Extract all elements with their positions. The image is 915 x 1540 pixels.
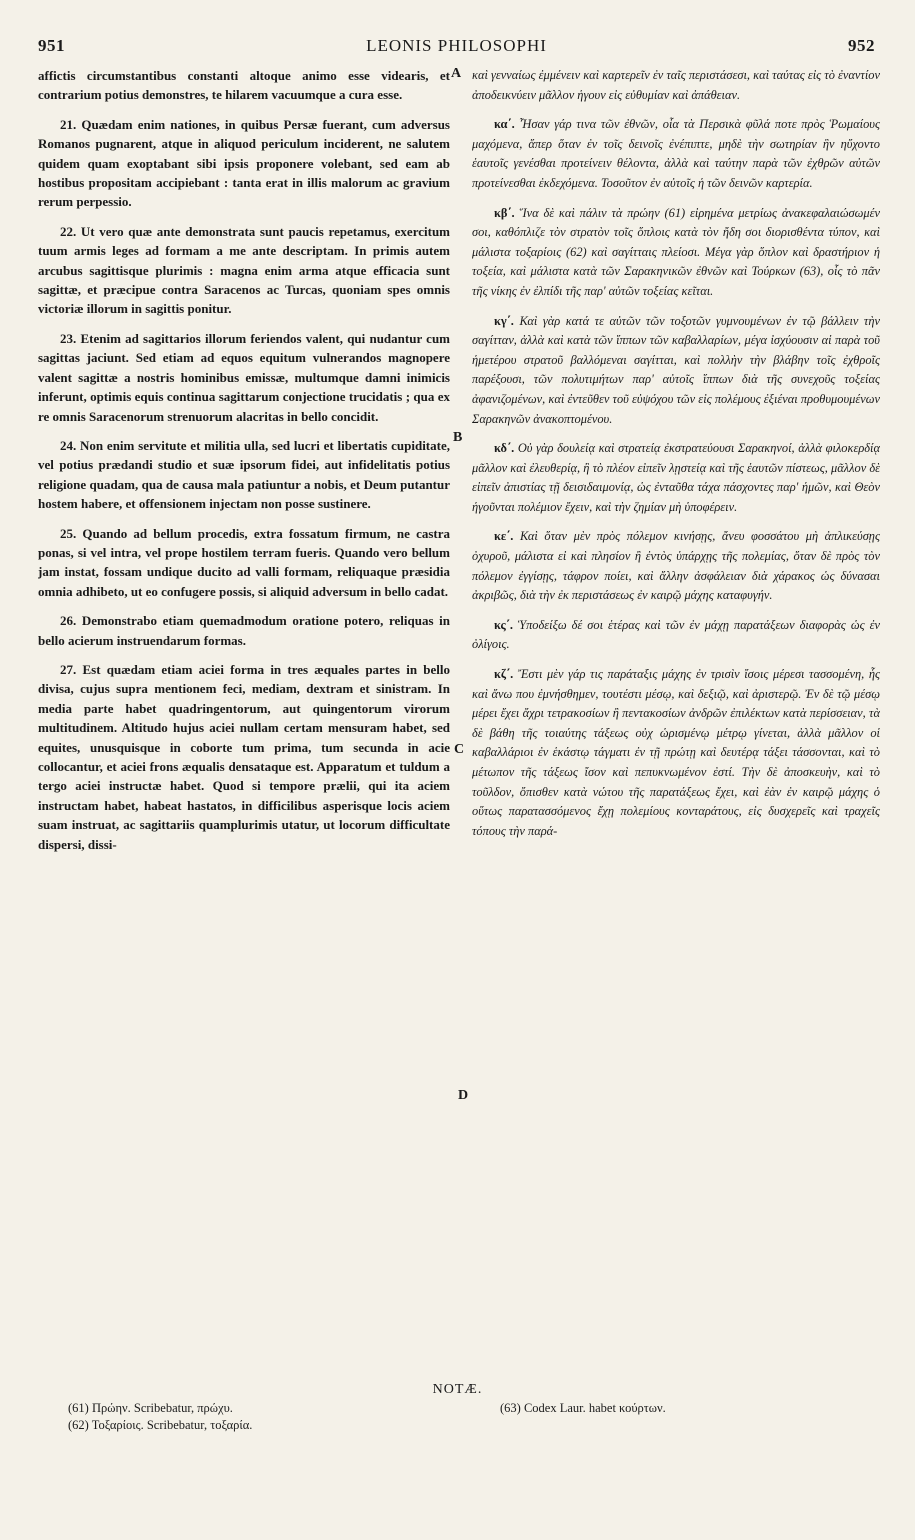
latin-paragraph: 21. Quædam enim nationes, in quibus Persæ fuerant, cum adversus Romanos pugnarent, atque in aliquod periculum inciderent, ne salutem quidem quam exoptabant sibi ipsis proponere volebant, sed eam ab hostibus propositam accipiebant : tanta erat in illis malorum ac gravium rerum perpessio. [38, 116, 450, 210]
greek-column [472, 66, 880, 1376]
notes-left [68, 1400, 448, 1434]
greek-paragraph: καὶ γενναίως ἐμμένειν καὶ καρτερεῖν ἐν ταῖς περιστάσεσι, καὶ ταύτας εἰς τὸ ἐναντίον ἀποδεικνύειν μᾶλλον ἡγουν εἰς εὐθυμίαν καὶ ἀπάθειαν. [472, 68, 880, 102]
footnote: (62) Τοξαρίοις. Scribebatur, τοξαρία. [68, 1418, 253, 1432]
greek-paragraph: κζ΄. Ἔστι μὲν γάρ τις παράταξις μάχης ἐν τρισὶν ἴσοις μέρεσι τασσομένη, ἧς καὶ ἄνω που ἐμνήσθημεν, τουτέστι μέσῳ, καὶ δεξιῷ, καὶ ἀριστερῷ. Ἐν δὲ τῷ μέσῳ μέρει ἔχει ἄχρι τετρακοσίων ἢ πεντακοσίων ἀνδρῶν ἐπιλέκτων κατὰ περίσσειαν, τὰ δὲ βάθη τῆς τοιαύτης τάξεως οὐχ ὡρισμένῳ μέτρῳ γίνεται, ἀλλὰ μᾶλλον οἱ καβαλλάριοι ἐν ἑκάστῳ τάγματι ἐν τῇ πρώτῃ καὶ δευτέρᾳ τάξει τάσσονται, καὶ τὸ μέτωπον τῆς τάξεως ἴσον καὶ πεπυκνωμένον ἐστί. Τὴν δὲ ἀποσκευὴν, καὶ τὸ τοῦλδον, ὄπισθεν κατὰ νώτου τῆς παρατάξεως ἔχει, καὶ ἐὰν ἐν καιρῷ μάχης ὁ οὕτως παρατασσόμενος ἔχῃ πολεμίους κονταράτους, εἰς δυσχερεῖς καὶ τραχεῖς τόπους τὴν παρά- [472, 667, 880, 838]
greek-paragraph: κβ΄. Ἵνα δὲ καὶ πάλιν τὰ πρώην (61) εἰρημένα μετρίως ἀνακεφαλαιώσωμέν σοι, καθόπλιζε τὸν στρατὸν τοῖς ὅπλοις κατὰ τὸν ἤδη σοι διορισθέντα τύπον, καὶ μάλιστα τοξαρίοις (62) καὶ σαγίτταις πλείοσι. Μέγα γὰρ ὅπλον καὶ δραστήριον ἡ τοξεία, καὶ μάλιστα κατὰ τῶν Σαρακηνικῶν ἐθνῶν καὶ Τούρκων (63), οἷς τὸ πᾶν τῆς νίκης ἐν ἐλπίδι τῆς παρ' αὐτῶν τοξείας κεῖται. [472, 205, 880, 298]
greek-paragraph: κδ΄. Οὐ γὰρ δουλείᾳ καὶ στρατείᾳ ἐκστρατεύουσι Σαρακηνοί, ἀλλὰ φιλοκερδίᾳ μᾶλλον καὶ ἐλευθερίᾳ, ἢ τὸ πλέον εἰπεῖν λῃστείᾳ καὶ τῆς ἑαυτῶν πίστεως, μᾶλλον δὲ εἰπεῖν ἀπιστίας τῇ δεισιδαιμονίᾳ, ὡς ἐνταῦθα τάχα πάσχοντες παρ' ἡμῶν, καὶ Θεὸν ἡγοῦνται πολέμιον ἔχειν, καὶ τὴν ζημίαν μὴ ὑποφέρειν. [472, 441, 880, 514]
margin-marker-c: C [454, 742, 465, 757]
notes-heading: NOTÆ. [432, 1382, 483, 1397]
latin-column [38, 66, 450, 1376]
greek-paragraph: κε΄. Καὶ ὅταν μὲν πρὸς πόλεμον κινήσῃς, ἄνευ φοσσάτου μὴ ἀπλικεύσῃς ὀχυροῦ, μάλιστα εἰ καὶ πλησίον ἢ ἐντὸς ὑπάρχῃς τῆς πολεμίας, ὅταν δὲ πρὸς τὸν πόλεμον ἐγγίσῃς, τάφρον ποίει, καὶ ἄλλην ἀσφάλειαν διὰ χάρακος ὡς δύνασαι ἀκριβῶς, διὰ τὴν ἐκ περιστάσεως ἐν καιρῷ μάχης καταφυγήν. [472, 529, 880, 603]
notes-right [500, 1400, 880, 1417]
latin-paragraph: affictis circumstantibus constanti altoque animo esse videaris, et contrarium potius demonstres, te hilarem vacuumque a cura esse. [38, 68, 450, 103]
left-page-number: 951 [38, 36, 65, 55]
page-header [38, 36, 875, 60]
greek-paragraph: κς΄. Ὑποδείξω δέ σοι ἑτέρας καὶ τῶν ἐν μάχῃ παρατάξεων διαφορὰς ὡς ἐν ὀλίγοις. [472, 617, 880, 652]
greek-paragraph: κα΄. Ἦσαν γάρ τινα τῶν ἐθνῶν, οἷα τὰ Περσικὰ φῦλά ποτε πρὸς Ῥωμαίους μαχόμενα, ἅπερ ὅταν ἐν τοῖς δεινοῖς ἐνέπιπτε, μηδὲ τὴν σωτηρίαν ἣν ηὔχοντο ἑαυτοῖς γενέσθαι προτείνειν θέλοντα, ἀλλὰ καὶ ταύτην παρὰ τῶν ἐχθρῶν αὐτῶν προτείνεσθαι ἐκδεχόμενα. Τοσοῦτον ἐν αὐτοῖς ἡ τῶν δεινῶν καρτερία. [472, 117, 880, 190]
greek-paragraph: κγ΄. Καὶ γὰρ κατά τε αὐτῶν τῶν τοξοτῶν γυμνουμένων ἐν τῷ βάλλειν τὴν σαγίτταν, ἀλλὰ καὶ κατὰ τῶν ἵππων τῶν καβαλλαρίων, μέγα ἰσχύουσιν αἱ παρὰ τοῦ ἡμετέρου στρατοῦ βαλλόμεναι σαγίτται, καὶ πολλὴν τὴν βλάβην τοῖς ἐχθροῖς παρέξουσι, τῶν πολυτιμήτων παρ' αὐτοῖς ἵππων διὰ τῆς συνεχοῦς τοξείας ἀφανιζομένων, καὶ ἐντεῦθεν τοῦ εὐψόχου τῶν εἰς πολέμους ἐξιέναι προθυμουμένων Σαρακηνῶν ἀνακοπτομένου. [472, 313, 880, 426]
footnote: (63) Codex Laur. habet κούρτων. [500, 1401, 666, 1415]
footnote: (61) Πρώην. Scribebatur, πρώχυ. [68, 1401, 233, 1415]
margin-marker-d: D [458, 1088, 469, 1103]
right-page-number: 952 [848, 36, 875, 55]
latin-paragraph: 23. Etenim ad sagittarios illorum feriendos valent, qui nudantur cum sagittas jaciunt. Sed etiam ad equos equitum vulnerandos magnopere valent sagittæ a nostris hominibus emissæ, multumque damni inimicis inferunt, optimis equis continua sagittarum conjectione trucidatis ; qua ex re omnis Saracenorum strenuorum alacritas in bello concidit. [38, 330, 450, 424]
margin-marker-b: B [453, 430, 463, 445]
latin-paragraph: 27. Est quædam etiam aciei forma in tres æquales partes in bello divisa, cujus supra mentionem feci, mediam, dextram et sinistram. In media parte habet quadringentorum, aut quingentorum virorum multitudinem. Altitudo hujus aciei nullam certam mensuram habet, sed equites, unusquisque in coborte tum prima, tum secunda in acie collocantur, et aciei frons æqualis densataque est. Apparatum et tuldum a tergo aciei instructæ habet. Quod si tempore prælii, qui ita aciem instructam habet, habeat hastatos, in difficilibus asperisque locis aciem suam instruat, ac sagittariis quamplurimis utatur, ut locorum difficultate dispersi, dissi- [38, 661, 450, 852]
latin-paragraph: 22. Ut vero quæ ante demonstrata sunt paucis repetamus, exercitum tuum armis leges ad formam a me ante descriptam. In primis autem arcubus sagittisque plurimis : magna enim arma atque efficacia sunt sagittæ, et præcipue contra Saracenos ac Turcas, quoniam spes omnis victoriæ illorum in sagittis ponitur. [38, 223, 450, 317]
latin-paragraph: 24. Non enim servitute et militia ulla, sed lucri et libertatis cupiditate, vel potius prædandi studio et suæ ipsorum fidei, aut infidelitatis potius religione quadam, qua de causa mala patiuntur a nobis, et Deum putantur hostem habere, et offensionem injectam non posse sustinere. [38, 437, 450, 512]
margin-marker-a: A [451, 66, 462, 81]
latin-paragraph: 25. Quando ad bellum procedis, extra fossatum firmum, ne castra ponas, si vel intra, vel prope hostilem terram fueris. Quando vero bellum jam instat, fossam undique ducito ad valli formam, reliquaque præsidia omnia adhibeto, ut eo confugere possis, si aliquid adversum in bello cadat. [38, 525, 450, 599]
running-title: LEONIS PHILOSOPHI [366, 36, 547, 55]
latin-paragraph: 26. Demonstrabo etiam quemadmodum oratione potero, reliquas in bello acierum instruendarum formas. [38, 613, 450, 648]
